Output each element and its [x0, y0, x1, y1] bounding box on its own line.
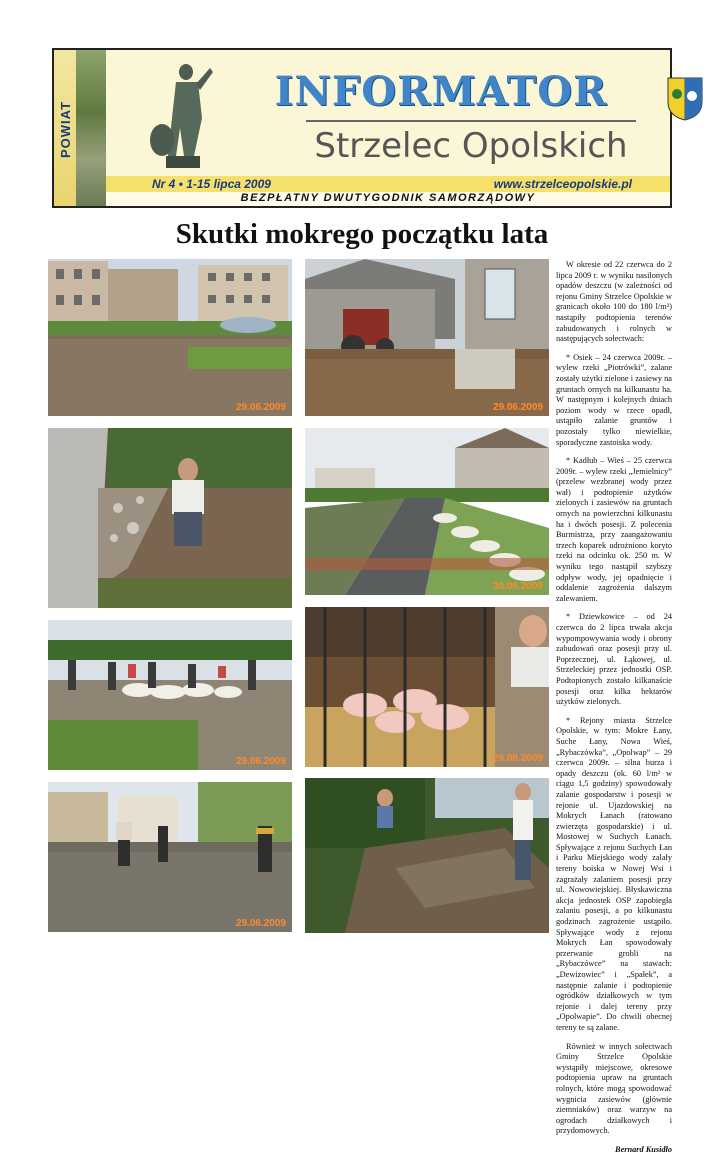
article-paragraph: * Osiek – 24 czerwca 2009r. – wylew rzeki „Piotrówki”, zalane zostały użytki zielone i zasiewy na gruntach ornych na kilkunastu ha. W następnym i kolejnych dniach poziom wody w rzece opadł, ustąpiło zalanie gruntów i pozostały tylko niewielkie, sporadyczne zastoiska wody.	[556, 352, 672, 447]
article-paragraph: * Rejony miasta Strzelce Opolskie, w tym: Mokre Łany, Suche Łany, Nowa Wieś, „Rybaczówka”, „Opolwap” – 29 czerwca 2009r. – silna burza i opady deszczu (ok. 60 l/m² w ciągu 1,5 godziny) spowodowały zalanie gospodarstw i posesji w rejonie ul. Ujazdowskiej na Mokrych Łanach (ratowano zwierzęta gospodarskie) i ul. Mostowej w Suchych Łanach. Spływające z rejonu Suchych Łan i Parku Miejskiego wody zalały tereny boiska w Nowej Wsi i zagrażały zalaniem posesji przy ul. Nowowiejskiej. Błyskawiczna akcja jednostek OSP zapobiegła zalaniu posesji, a po kilkunastu godzinach zagrożenie ustąpiło. Spływające wody z rejonu Mokrych Łan spowodowały przerwanie grobli na „Rybaczówce” na stawach: „Dewizowiec” i „Spałek”, a następnie zalanie i podtopienie ogródków działkowych w tym rejonie i dalej tereny przy „Opolwapie”. Do chwili obecnej tereny te są zalane.	[556, 715, 672, 1032]
coat-of-arms-icon	[666, 76, 704, 122]
title-rule	[306, 120, 636, 122]
statue-logo	[146, 58, 216, 170]
website-link[interactable]: www.strzelceopolskie.pl	[493, 177, 632, 191]
photo-sandbag-crew	[48, 620, 292, 770]
photo-flooded-street	[48, 259, 292, 416]
article-paragraph: * Dziewkowice – od 24 czerwca do 2 lipca trwała akcja wypompowywania wody i obrony zabudowań oraz posesji przy ul. Poprzecznej, ul. Łąkowej, ul. Strzeleckiej przez jednostki OSP. Podtopionych zostało kilkanaście posesji oraz kilka hektarów użytków zielonych.	[556, 612, 672, 707]
article-paragraph: Również w innych sołectwach Gminy Strzelce Opolskie wystąpiły miejscowe, okresowe podtopienia upraw na gruntach rolnych, które mogą spowodować wygnicia zasiewów (głównie ziemniaków) oraz warzyw na ogrodach działkowych i przydomowych.	[556, 1041, 672, 1136]
side-photo-strip	[76, 50, 106, 206]
article-paragraph: W okresie od 22 czerwca do 2 lipca 2009 r. w wyniku nasilonych opadów deszczu (w zależności od rejonu Gminy Strzelce Opolskie w granicach około 100 do 180 l/m²) nastąpiły podtopienia terenów zabudowanych i rolnych w następujących sołectwach:	[556, 260, 672, 344]
photo-piglets	[305, 607, 549, 767]
newspaper-title: INFORMATOR	[274, 68, 608, 115]
newspaper-subtitle: Strzelec Opolskich	[314, 126, 628, 166]
masthead	[52, 48, 672, 208]
photo-date-stamp: 30.06.2009	[492, 581, 543, 592]
article-body	[556, 260, 672, 1164]
county-label: POWIAT	[58, 100, 73, 158]
photo-date-stamp: 29.06.2009	[235, 918, 286, 929]
photo-man-wading	[48, 428, 292, 608]
photo-date-stamp: 29.06.2009	[235, 402, 286, 413]
issue-bar	[106, 176, 670, 192]
article-title: Skutki mokrego początku lata	[175, 218, 549, 250]
photo-sandbag-road	[305, 428, 549, 595]
photo-date-stamp: 29.06.2009	[492, 753, 543, 764]
article-paragraph: * Kadłub – Wieś – 25 czerwca 2009r. – wylew rzeki „Jemielnicy” (przelew wezbranej wody przez wał) i podtopienie użytków zielonych i zasiewów na gruntach ornych na powierzchni kilkunastu ha i dwóch posesji. Z polecenia Burmistrza, przy zaangażowaniu trzech koparek udrożniono koryto rzeki na odcinku ok. 250 m. W wyniku tego nastąpił szybszy odpływ wody, jej opadnięcie i oddalenie zagrożenia dalszym zalewaniem.	[556, 456, 672, 603]
photo-date-stamp: 29.06.2009	[235, 756, 286, 767]
tagline: BEZPŁATNY DWUTYGODNIK SAMORZĄDOWY	[106, 192, 670, 206]
photo-firefighters-street	[48, 782, 292, 932]
article-author: Bernard Kusidło	[615, 1144, 672, 1154]
photo-date-stamp: 29.06.2009	[492, 402, 543, 413]
masthead-main	[106, 50, 670, 176]
photo-flooded-garden	[305, 778, 549, 933]
issue-info: Nr 4 • 1-15 lipca 2009	[152, 177, 271, 191]
photo-flooded-farmyard	[305, 259, 549, 416]
